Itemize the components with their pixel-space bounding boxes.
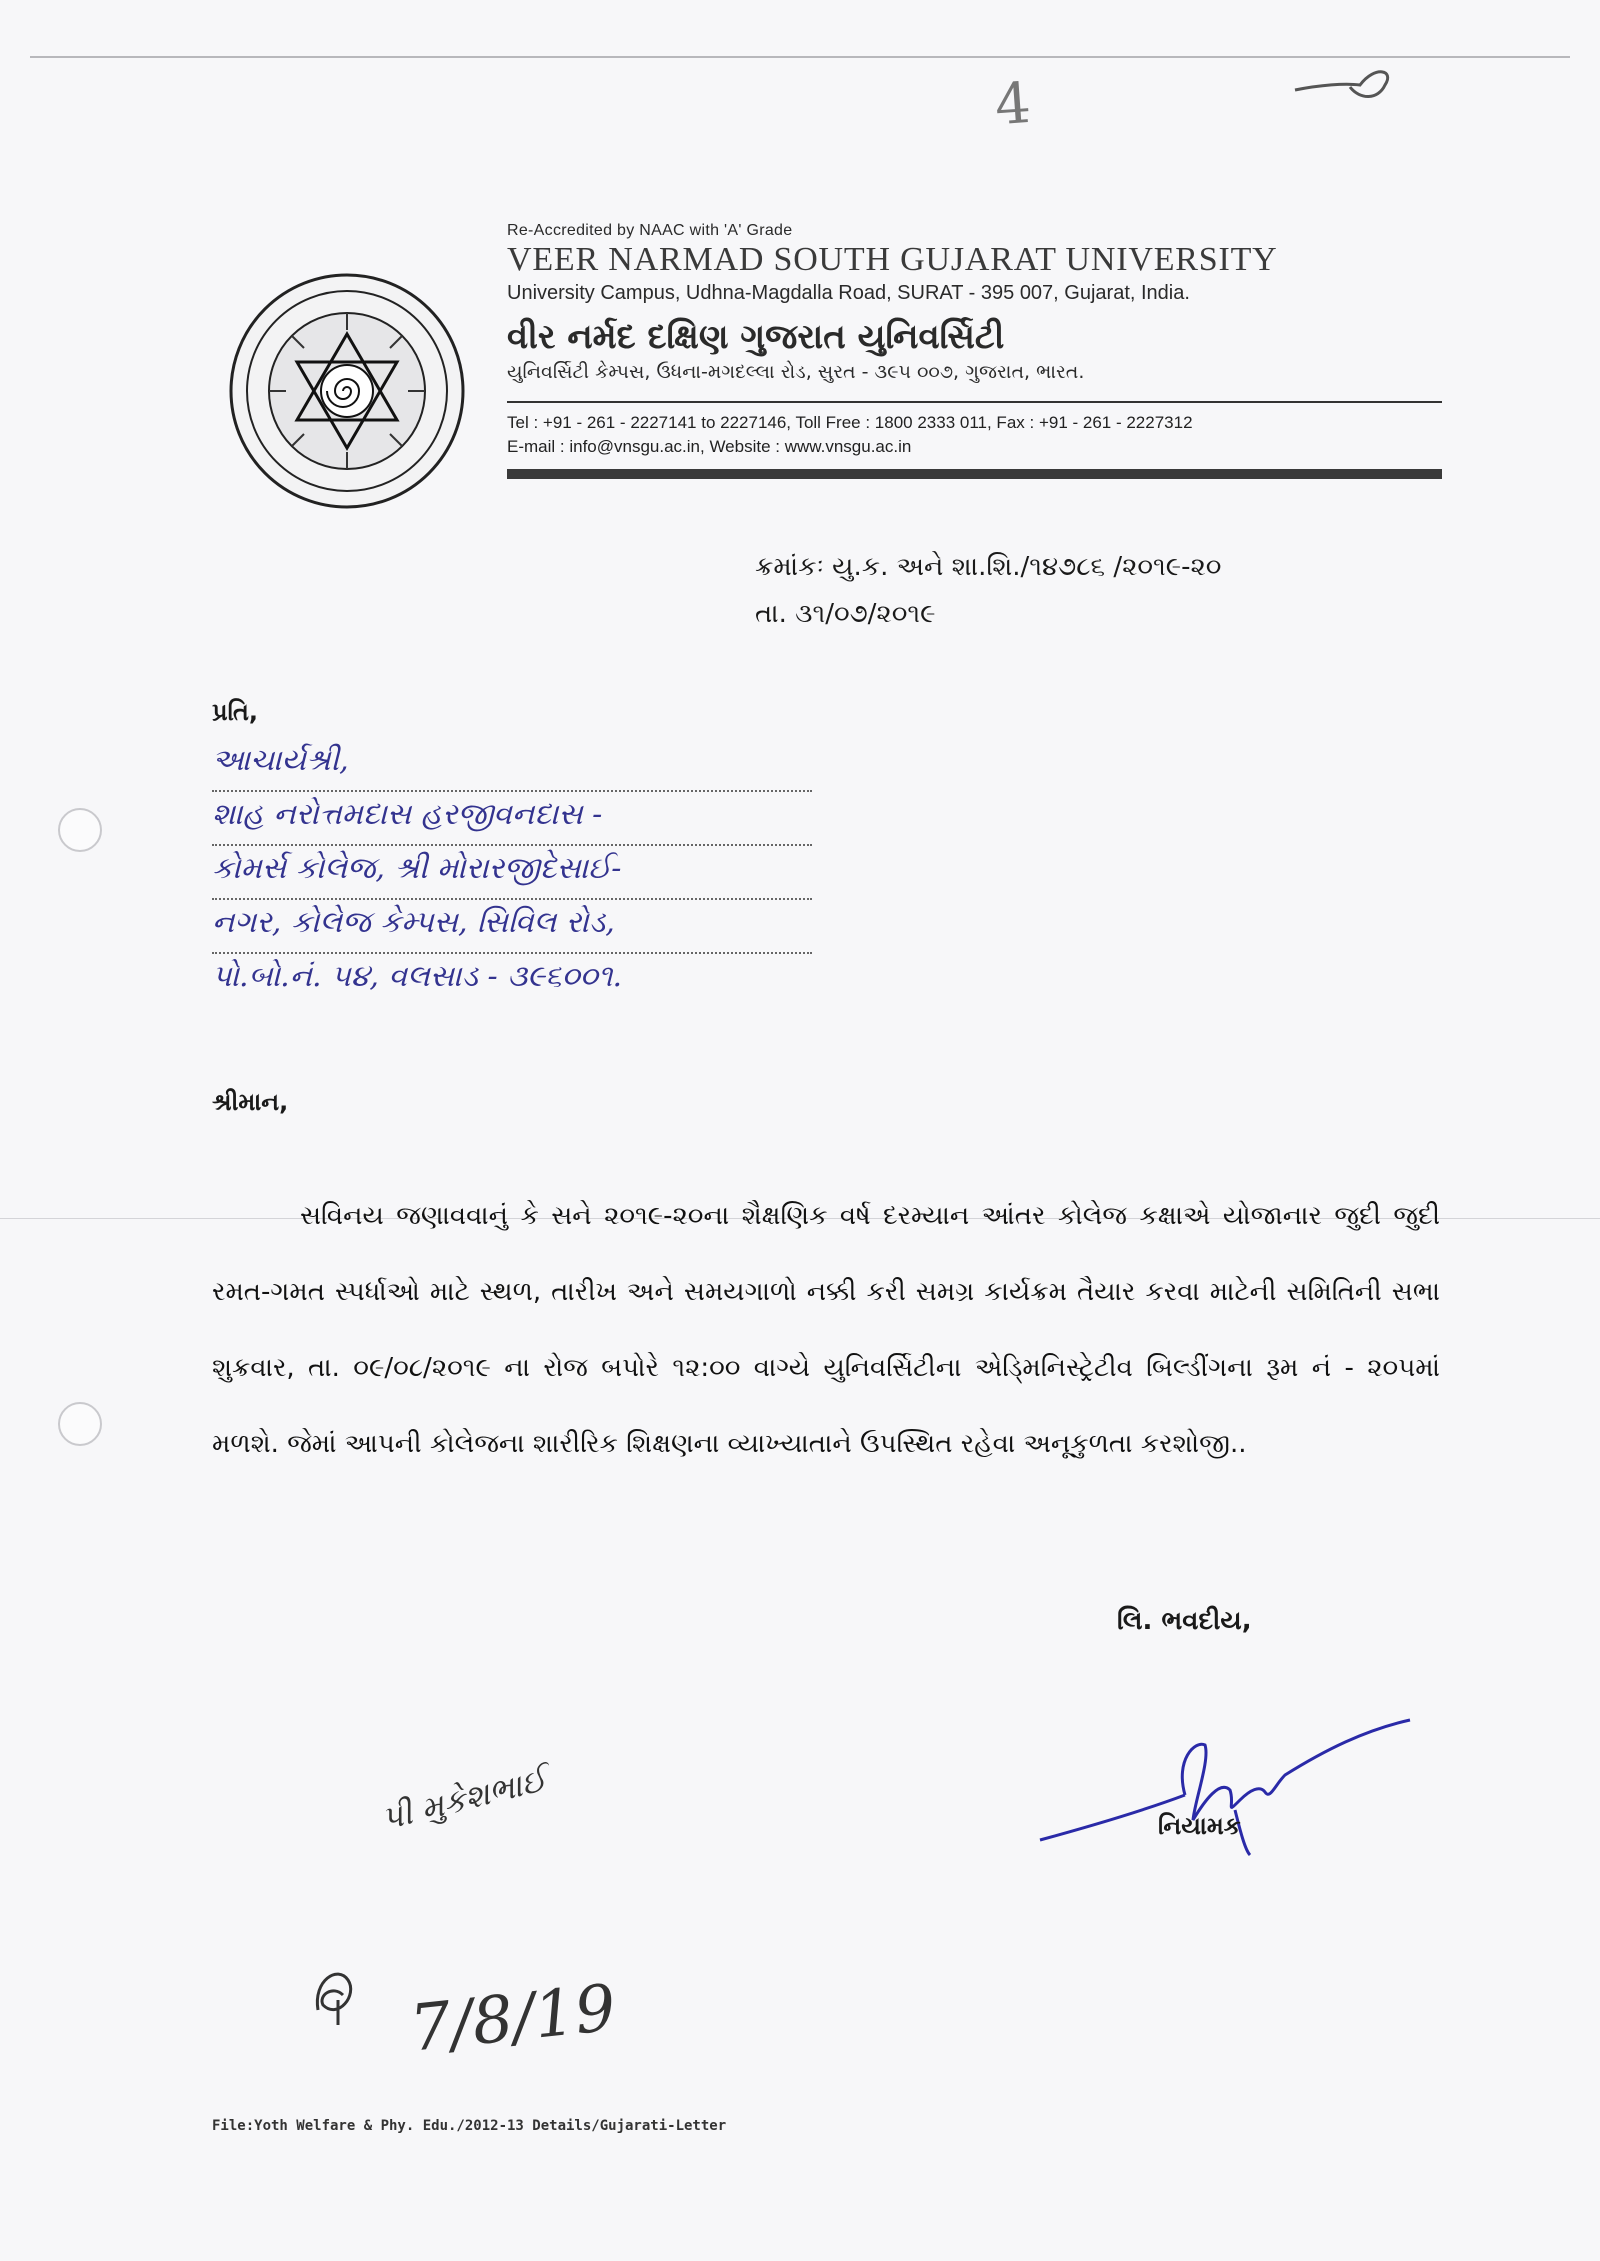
addressee-line: નગર, કોલેજ કેમ્પસ, સિવિલ રોડ, <box>212 900 812 954</box>
university-name-gujarati: વીર નર્મદ દક્ષિણ ગુજરાત યુનિવર્સિટી <box>507 317 1005 357</box>
university-name-english: VEER NARMAD SOUTH GUJARAT UNIVERSITY <box>507 241 1278 278</box>
university-address-gujarati: યુનિવર્સિટી કેમ્પસ, ઉધના-મગદલ્લા રોડ, સુરત - ૩૯૫ ૦૦૭, ગુજરાત, ભારત. <box>507 361 1085 383</box>
handwritten-note: પી મુકેશભાઈ <box>377 1760 551 1838</box>
addressee-line: શાહ નરોત્તમદાસ હરજીવનદાસ - <box>212 792 812 846</box>
addressee-line: કોમર્સ કોલેજ, શ્રી મોરારજીદેસાઈ- <box>212 846 812 900</box>
letter-body-text: સવિનય જણાવવાનું કે સને ૨૦૧૯-૨૦ના શૈક્ષણિક વર્ષ દરમ્યાન આંતર કોલેજ કક્ષાએ યોજાનાર જુદી જુદી રમત-ગમત સ્પર્ધાઓ માટે સ્થળ, તારીખ અને સમયગાળો નક્કી કરી સમગ્ર કાર્યક્રમ તૈયાર કરવા માટેની સમિતિની સભા શુક્રવાર, તા. ૦૯/૦૮/૨૦૧૯ ના રોજ બપોરે ૧૨:૦૦ વાગ્યે યુનિવર્સિટીના એડ્મિનિસ્ટ્રેટીવ બિલ્ડીંગના રૂમ નં - ૨૦૫માં મળશે. જેમાં આપની કોલેજના શારીરિક શિક્ષણના વ્યાખ્યાતાને ઉપસ્થિત રહેવા અનૂકુળતા કરશોજી.. <box>212 1201 1440 1459</box>
accreditation-text: Re-Accredited by NAAC with 'A' Grade <box>507 222 793 239</box>
university-seal-logo <box>228 272 466 510</box>
file-path-footer: File:Yoth Welfare & Phy. Edu./2012-13 Details/Gujarati-Letter <box>212 2118 727 2134</box>
handwritten-page-number: 4 <box>992 70 1033 139</box>
email-website-line: E-mail : info@vnsgu.ac.in, Website : www.vnsgu.ac.in <box>507 437 912 456</box>
punch-hole <box>58 1402 102 1446</box>
letter-body <box>212 1178 1440 1482</box>
handwritten-addressee <box>212 738 812 1006</box>
letterhead-bottom-bar <box>507 469 1442 479</box>
letterhead <box>507 222 1442 479</box>
designation: નિયામક <box>1158 1812 1241 1840</box>
addressee-line: આચાર્યશ્રી, <box>212 738 812 792</box>
university-address-english: University Campus, Udhna-Magdalla Road, SURAT - 395 007, Gujarat, India. <box>507 282 1190 304</box>
punch-hole <box>58 808 102 852</box>
contact-line: Tel : +91 - 261 - 2227141 to 2227146, Toll Free : 1800 2333 011, Fax : +91 - 261 - 2227312 <box>507 413 1193 432</box>
handwritten-date: 7/8/19 <box>406 1971 620 2067</box>
reference-number: ક્રમાંકઃ યુ.ક. અને શા.શિ./૧૪૭૮૬ /૨૦૧૯-૨૦ <box>755 552 1222 582</box>
reference-date: તા. ૩૧/૦૭/૨૦૧૯ <box>755 599 936 629</box>
handwritten-tick-mark <box>1290 55 1400 115</box>
addressee-prefix: પ્રતિ, <box>212 698 259 726</box>
addressee-line: પો.બો.નં. ૫૪, વલસાડ - ૩૯૬૦૦૧. <box>212 959 623 994</box>
handwritten-initial <box>308 1960 368 2030</box>
closing: લિ. ભવદીય, <box>1117 1606 1252 1636</box>
reference-block <box>755 552 1221 646</box>
salutation: શ્રીમાન, <box>212 1088 289 1116</box>
letterhead-divider <box>507 401 1442 403</box>
